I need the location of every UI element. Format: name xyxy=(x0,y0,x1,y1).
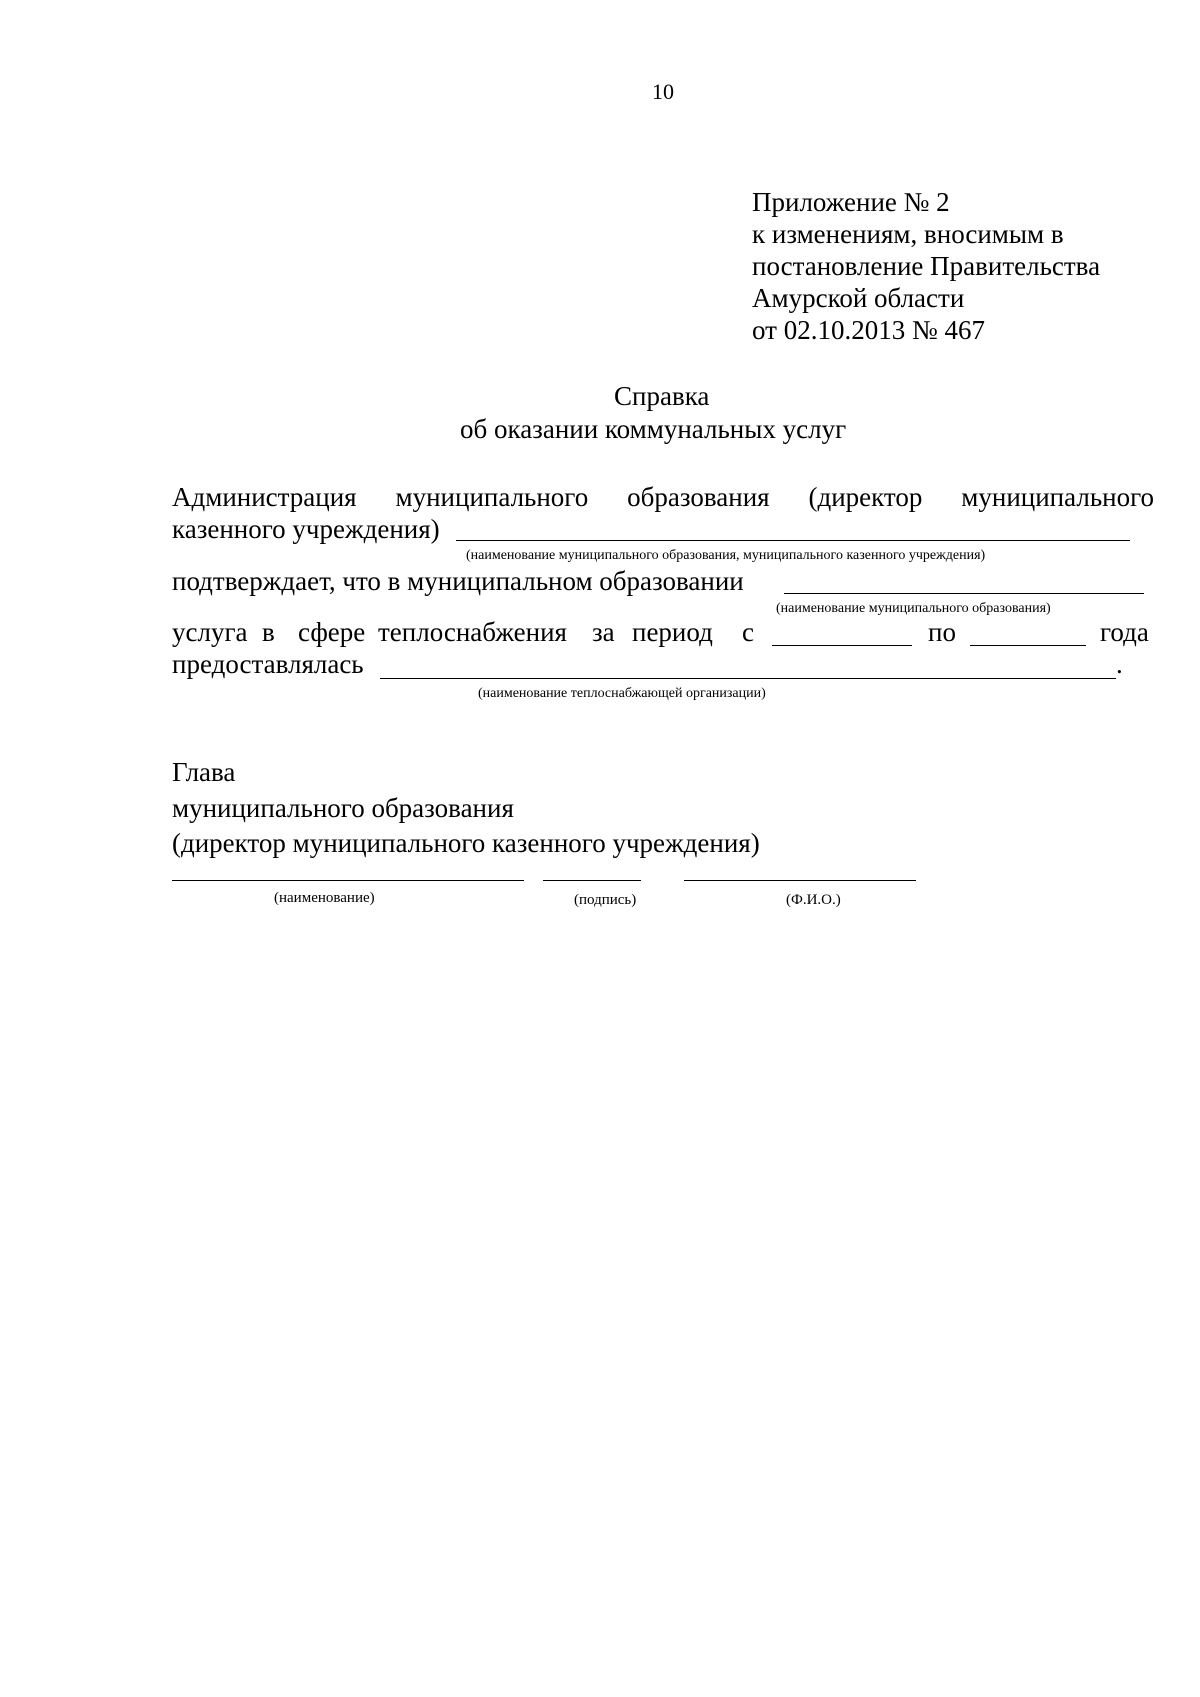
blank-line-date-from[interactable] xyxy=(772,645,912,646)
paragraph-3-word-6: период xyxy=(632,617,713,647)
paragraph-4-period: . xyxy=(1116,649,1123,679)
document-title: Справка xyxy=(614,381,710,411)
paragraph-3-word-4: теплоснабжения xyxy=(378,617,567,647)
appendix-block xyxy=(752,186,1100,346)
paragraph-1-line-1 xyxy=(172,481,1154,513)
paragraph-3-word-2: в xyxy=(262,617,275,647)
word: (директор xyxy=(808,482,923,512)
paragraph-1-line-2: казенного учреждения) xyxy=(172,514,440,544)
word: муниципального xyxy=(395,482,589,512)
blank-line-date-to[interactable] xyxy=(970,645,1086,646)
signature-title-line-1: Глава xyxy=(172,757,236,787)
caption-fio: (Ф.И.О.) xyxy=(786,892,841,908)
appendix-line-1: Приложение № 2 xyxy=(752,187,950,217)
signature-title-line-2: муниципального образования xyxy=(172,793,514,823)
word: образования xyxy=(627,482,770,512)
caption-municipality: (наименование муниципального образования) xyxy=(776,601,1051,616)
caption-signer-title: (наименование) xyxy=(274,890,375,906)
appendix-line-3: постановление Правительства xyxy=(752,251,1101,281)
blank-line-supplier[interactable] xyxy=(380,678,1116,679)
blank-line-municipality[interactable] xyxy=(784,593,1144,594)
blank-line-fio[interactable] xyxy=(684,880,916,881)
period-to-label: по xyxy=(928,617,956,647)
year-label: года xyxy=(1100,617,1149,647)
word: муниципального xyxy=(961,482,1154,512)
caption-supplier: (наименование теплоснабжающей организации) xyxy=(478,686,766,701)
paragraph-3-word-3: сфере xyxy=(298,617,366,647)
blank-line-signer-title[interactable] xyxy=(172,880,524,881)
document-subtitle: об оказании коммунальных услуг xyxy=(460,414,847,444)
blank-line-signature[interactable] xyxy=(543,880,641,881)
signature-title-line-3: (директор муниципального казенного учреждения) xyxy=(172,828,760,858)
appendix-line-5: от 02.10.2013 № 467 xyxy=(752,315,985,345)
page-number: 10 xyxy=(652,79,674,104)
paragraph-3-word-1: услуга xyxy=(172,617,248,647)
caption-signature: (подпись) xyxy=(574,892,637,908)
appendix-line-4: Амурской области xyxy=(752,283,965,313)
blank-line-institution[interactable] xyxy=(456,540,1130,541)
word: Администрация xyxy=(172,482,357,512)
appendix-line-2: к изменениям, вносимым в xyxy=(752,219,1064,249)
paragraph-4: предоставлялась xyxy=(172,649,364,679)
caption-institution: (наименование муниципального образования, муниципального казенного учреждения) xyxy=(466,548,986,563)
paragraph-2: подтверждает, что в муниципальном образовании xyxy=(172,566,744,596)
period-from-label: с xyxy=(742,617,754,647)
paragraph-3-word-5: за xyxy=(592,617,615,647)
